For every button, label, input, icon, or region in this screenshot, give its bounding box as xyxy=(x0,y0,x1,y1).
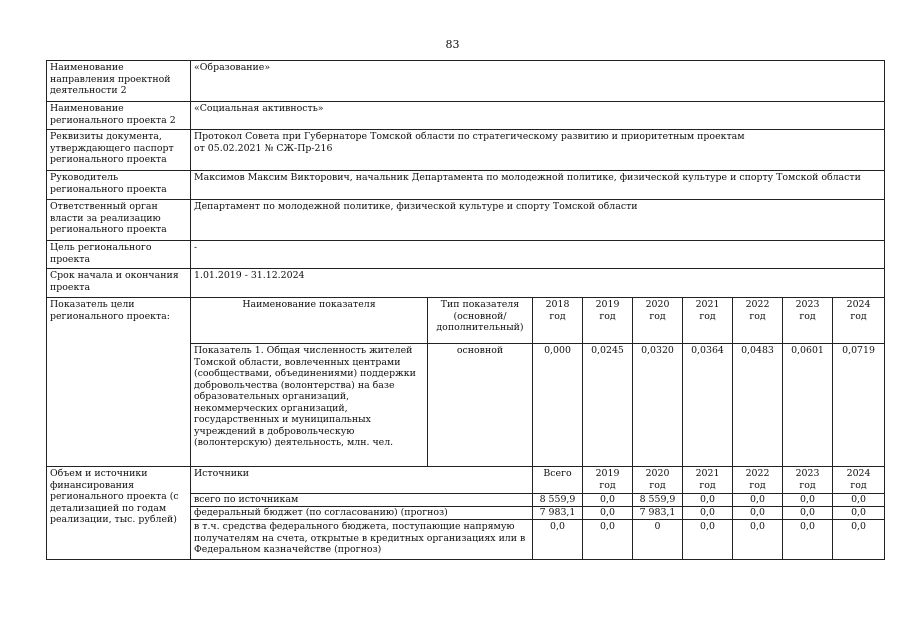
financing-value: 0,0 xyxy=(783,520,833,560)
indicator-year-header: 2024 год xyxy=(833,298,885,344)
goal-value: - xyxy=(191,241,885,269)
indicator-year-header: 2018 год xyxy=(533,298,583,344)
direction-label: Наименование направления проектной деятельности 2 xyxy=(47,61,191,102)
indicator-name: Показатель 1. Общая численность жителей Томской области, вовлеченных центрами (сообществами, объединениями) поддержки добровольчества (волонтерства) на базе образовательных организаций, некоммерческих организаций, государственных и муниципальных учреждений в добровольческую (волонтерскую) деятельность, млн. чел. xyxy=(191,344,428,467)
document-label: Реквизиты документа, утверждающего паспорт регионального проекта xyxy=(47,130,191,171)
indicator-year-header: 2020 год xyxy=(633,298,683,344)
row-document xyxy=(47,130,885,171)
financing-year-header: 2022 год xyxy=(733,467,783,494)
leader-label: Руководитель регионального проекта xyxy=(47,171,191,200)
project-value: «Социальная активность» xyxy=(191,102,885,130)
financing-value: 0,0 xyxy=(783,507,833,520)
row-leader xyxy=(47,171,885,200)
document-value-line2: от 05.02.2021 № СЖ-Пр-216 xyxy=(194,142,333,154)
leader-value: Максимов Максим Викторович, начальник Департамента по молодежной политике, физической культуре и спорту Томской области xyxy=(191,171,885,200)
indicators-header-row xyxy=(47,298,885,344)
financing-year-header: 2021 год xyxy=(683,467,733,494)
responsible-label: Ответственный орган власти за реализацию регионального проекта xyxy=(47,200,191,241)
financing-label: Объем и источники финансирования регионального проекта (с детализацией по годам реализации, тыс. рублей) xyxy=(47,467,191,560)
row-responsible xyxy=(47,200,885,241)
financing-value: 0,0 xyxy=(833,494,885,507)
financing-total: 0,0 xyxy=(533,520,583,560)
financing-value: 0,0 xyxy=(683,520,733,560)
document-value xyxy=(191,130,885,171)
financing-sources-header: Источники xyxy=(191,467,533,494)
financing-total: 8 559,9 xyxy=(533,494,583,507)
financing-year-header: 2024 год xyxy=(833,467,885,494)
financing-source: федеральный бюджет (по согласованию) (прогноз) xyxy=(191,507,533,520)
financing-header-row xyxy=(47,467,885,494)
financing-value: 0,0 xyxy=(833,520,885,560)
direction-value: «Образование» xyxy=(191,61,885,102)
row-goal xyxy=(47,241,885,269)
financing-value: 0,0 xyxy=(583,520,633,560)
indicator-value: 0,0364 xyxy=(683,344,733,467)
project-passport-table xyxy=(46,60,885,560)
financing-year-header: 2020 год xyxy=(633,467,683,494)
financing-year-header: 2023 год xyxy=(783,467,833,494)
financing-source: всего по источникам xyxy=(191,494,533,507)
indicator-value: 0,000 xyxy=(533,344,583,467)
document-value-line1: Протокол Совета при Губернаторе Томской области по стратегическому развитию и приоритетным проектам xyxy=(194,131,745,142)
financing-total-header: Всего xyxy=(533,467,583,494)
indicator-value: 0,0483 xyxy=(733,344,783,467)
row-project xyxy=(47,102,885,130)
financing-total: 7 983,1 xyxy=(533,507,583,520)
indicator-value: 0,0245 xyxy=(583,344,633,467)
row-period xyxy=(47,269,885,298)
indicator-value: 0,0719 xyxy=(833,344,885,467)
financing-value: 0 xyxy=(633,520,683,560)
financing-value: 7 983,1 xyxy=(633,507,683,520)
page-number: 83 xyxy=(445,38,460,51)
indicator-type-header: Тип показателя (основной/ дополнительный) xyxy=(428,298,533,344)
indicator-type: основной xyxy=(428,344,533,467)
financing-value: 0,0 xyxy=(733,520,783,560)
financing-value: 0,0 xyxy=(683,494,733,507)
financing-value: 0,0 xyxy=(733,507,783,520)
financing-value: 0,0 xyxy=(583,494,633,507)
financing-value: 8 559,9 xyxy=(633,494,683,507)
indicator-year-header: 2019 год xyxy=(583,298,633,344)
indicator-value: 0,0320 xyxy=(633,344,683,467)
indicator-year-header: 2022 год xyxy=(733,298,783,344)
responsible-value: Департамент по молодежной политике, физической культуре и спорту Томской области xyxy=(191,200,885,241)
financing-source: в т.ч. средства федерального бюджета, поступающие напрямую получателям на счета, открытые в кредитных организациях или в Федеральном казначействе (прогноз) xyxy=(191,520,533,560)
financing-value: 0,0 xyxy=(683,507,733,520)
goal-label: Цель регионального проекта xyxy=(47,241,191,269)
period-label: Срок начала и окончания проекта xyxy=(47,269,191,298)
financing-value: 0,0 xyxy=(783,494,833,507)
indicator-year-header: 2021 год xyxy=(683,298,733,344)
indicator-year-header: 2023 год xyxy=(783,298,833,344)
row-direction xyxy=(47,61,885,102)
financing-value: 0,0 xyxy=(583,507,633,520)
period-value: 1.01.2019 - 31.12.2024 xyxy=(191,269,885,298)
indicator-name-header: Наименование показателя xyxy=(191,298,428,344)
financing-value: 0,0 xyxy=(833,507,885,520)
financing-value: 0,0 xyxy=(733,494,783,507)
financing-year-header: 2019 год xyxy=(583,467,633,494)
project-label: Наименование регионального проекта 2 xyxy=(47,102,191,130)
indicators-label: Показатель цели регионального проекта: xyxy=(47,298,191,467)
indicator-value: 0,0601 xyxy=(783,344,833,467)
